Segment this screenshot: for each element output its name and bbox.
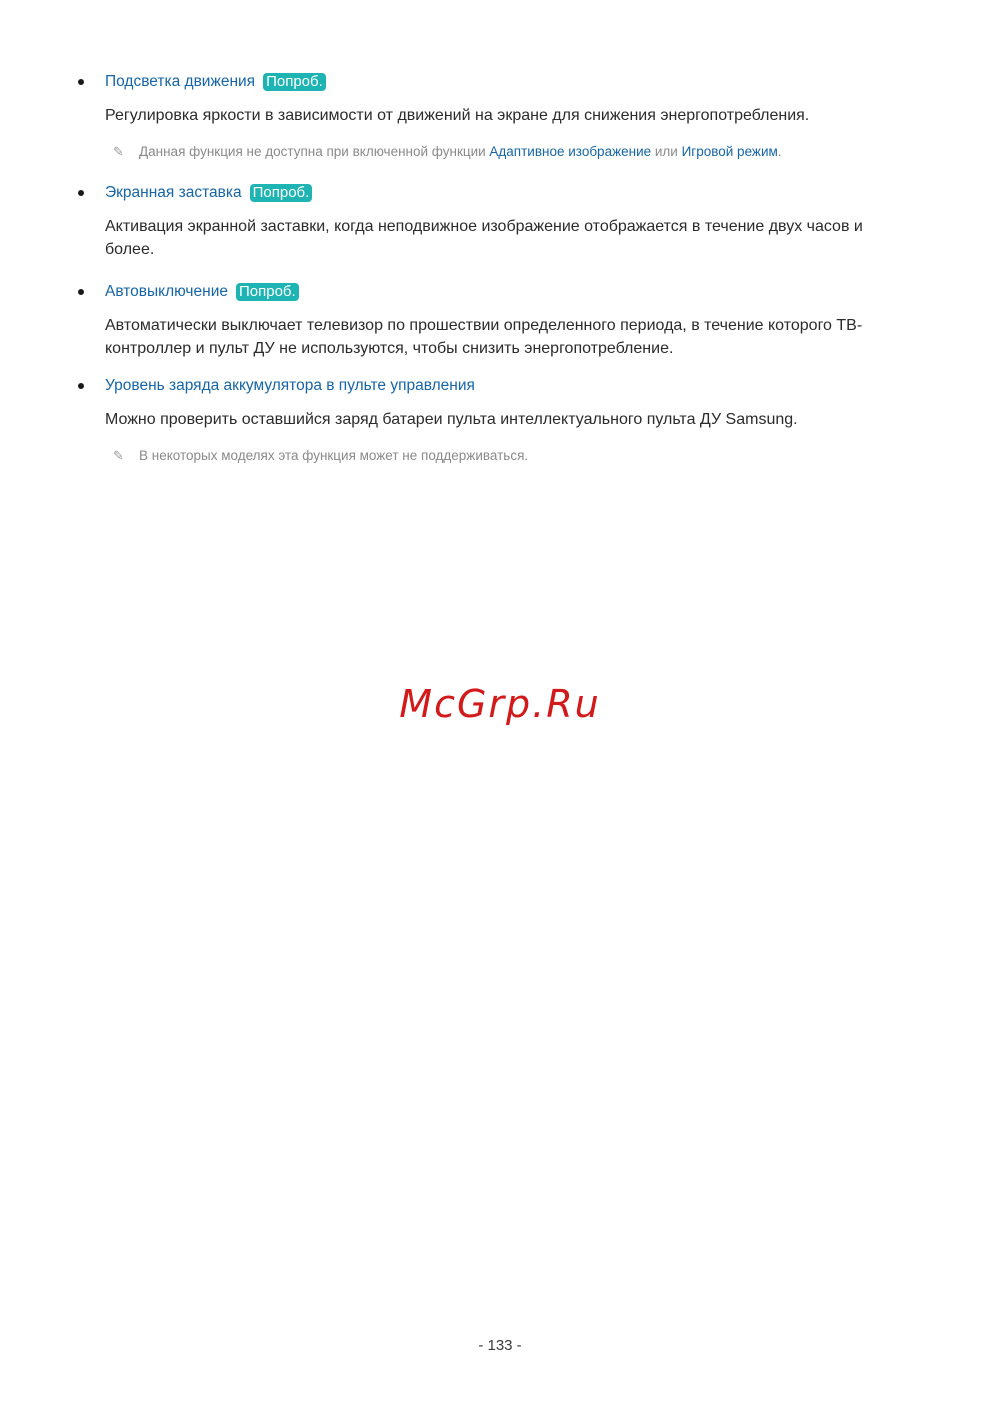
item-title-link[interactable]: Подсветка движения <box>105 73 256 90</box>
description-line: Активация экранной заставки, когда неподвижное изображение отображается в течение двух часов и <box>105 218 863 235</box>
item-description <box>105 314 862 360</box>
page-number: - 133 - <box>478 1337 522 1354</box>
description-line: Автоматически выключает телевизор по прошествии определенного периода, в течение которого ТВ- <box>105 317 863 334</box>
pencil-icon: ✎ <box>113 448 124 463</box>
item-title-link[interactable]: Автовыключение <box>105 283 228 300</box>
item-description <box>105 215 863 261</box>
item-note: ✎ Данная функция не доступна при включенной функции Адаптивное изображение или Игровой режим. <box>113 144 782 159</box>
note-ref-adaptive-picture[interactable]: Адаптивное изображение <box>489 144 652 159</box>
item-title-line <box>105 182 312 204</box>
description-line: контроллер и пульт ДУ не используются, чтобы снизить энергопотребление. <box>105 340 674 357</box>
item-description: Можно проверить оставшийся заряд батареи пульта интеллектуального пульта ДУ Samsung. <box>105 411 798 428</box>
try-badge[interactable]: Попроб. <box>236 283 299 301</box>
bullet <box>78 190 84 196</box>
watermark: McGrp.Ru <box>399 682 601 726</box>
bullet <box>78 383 84 389</box>
bullet <box>78 289 84 295</box>
description-line: более. <box>105 241 155 258</box>
item-title-line <box>105 281 299 303</box>
bullet <box>78 79 84 85</box>
try-badge[interactable]: Попроб. <box>250 184 313 202</box>
item-title-link[interactable]: Уровень заряда аккумулятора в пульте управления <box>105 377 475 394</box>
note-ref-game-mode[interactable]: Игровой режим <box>681 144 778 159</box>
pencil-icon: ✎ <box>113 144 124 159</box>
item-title-line <box>105 71 326 93</box>
item-note: ✎ В некоторых моделях эта функция может не поддерживаться. <box>113 448 529 463</box>
item-title-link[interactable]: Экранная заставка <box>105 184 242 201</box>
try-badge[interactable]: Попроб. <box>263 73 326 91</box>
item-description: Регулировка яркости в зависимости от движений на экране для снижения энергопотребления. <box>105 107 810 124</box>
item-title-line <box>105 375 475 397</box>
